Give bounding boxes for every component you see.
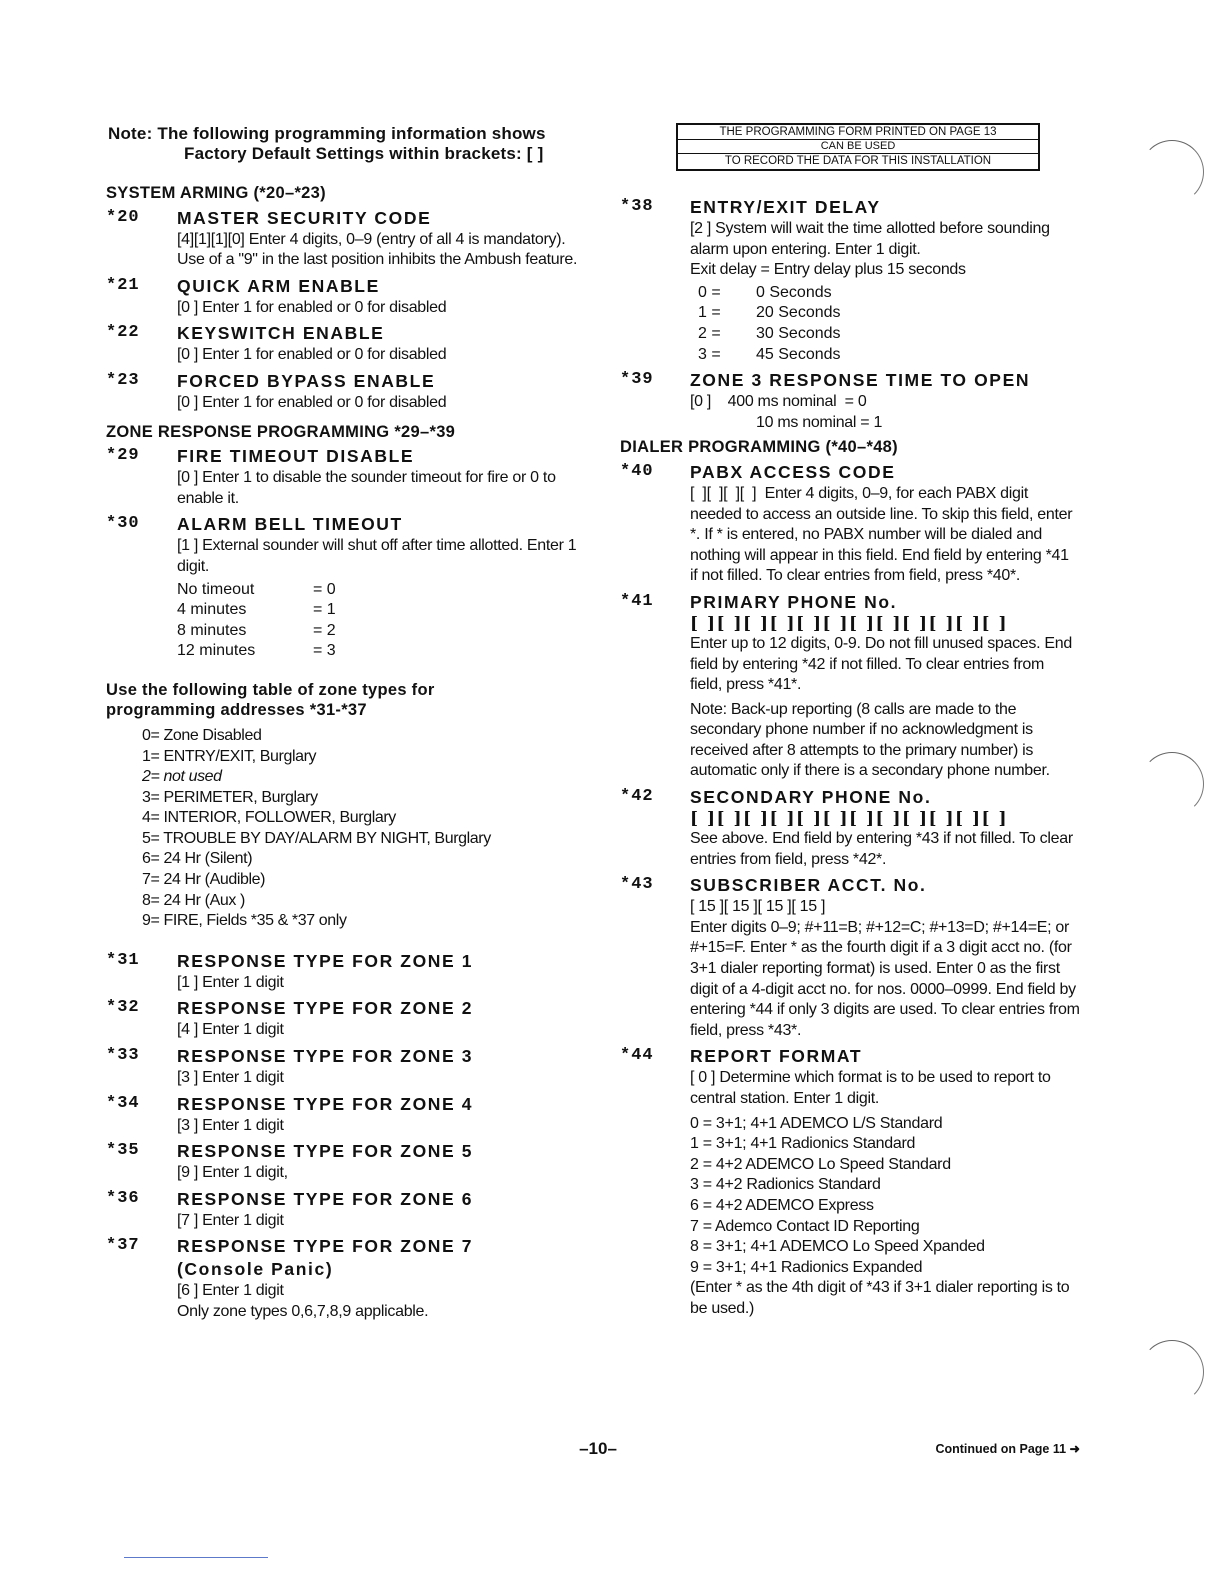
field-description: Enter digits 0–9; #+11=B; #+12=C; #+13=D; #+14=E; or #+15=F. Enter * as the fourth digit if a 3 digit acct no. (for 3+1 dialer reporting format) is used. Enter 0 as the first digit of a 4-digit acct no. for nos. 0000–0999. End field by entering *44 if only 3 digits are used. To clear entries from field, press *43*.	[690, 918, 1080, 1039]
field-title: PABX ACCESS CODE	[690, 461, 896, 482]
section-zone-response: ZONE RESPONSE PROGRAMMING *29–*39	[106, 422, 456, 441]
zone-type-6: 6= 24 Hr (Silent)	[142, 850, 253, 868]
note-line-1: Note: The following programming information shows	[108, 124, 546, 143]
option-value: 20 Seconds	[756, 304, 841, 322]
programming-form-box	[676, 123, 1040, 171]
option-value: = 3	[313, 642, 336, 660]
option-label: 1 =	[698, 304, 721, 322]
field-title: RESPONSE TYPE FOR ZONE 4	[177, 1093, 474, 1114]
option-row	[698, 303, 1080, 324]
option-row	[698, 324, 1080, 345]
field-number: *40	[620, 461, 654, 481]
option-value: = 0	[313, 580, 336, 598]
field-title-main: RESPONSE TYPE FOR ZONE 7	[177, 1236, 474, 1257]
field-title: SUBSCRIBER ACCT. No.	[690, 875, 927, 896]
report-format-option: 0 = 3+1; 4+1 ADEMCO L/S Standard	[690, 1114, 943, 1132]
option-label: 4 minutes	[177, 601, 247, 619]
entry-20	[106, 207, 586, 271]
section-dialer-programming: DIALER PROGRAMMING (*40–*48)	[620, 438, 898, 457]
continued-link[interactable]: Continued on Page 11 ➜	[935, 1442, 1080, 1456]
field-description: [1 ] External sounder will shut off after time allotted. Enter 1 digit.	[177, 537, 577, 575]
zone-type-1: 1= ENTRY/EXIT, Burglary	[142, 747, 317, 765]
field-title: RESPONSE TYPE FOR ZONE 1	[177, 950, 474, 971]
field-description: [1 ] Enter 1 digit	[177, 973, 284, 991]
note-line-2: Factory Default Settings within brackets: [ ]	[184, 144, 544, 163]
entry-30	[106, 513, 586, 662]
field-number: *30	[106, 514, 140, 534]
entry-42	[620, 786, 1080, 870]
report-format-option: 7 = Ademco Contact ID Reporting	[690, 1217, 920, 1235]
option-row	[698, 345, 1080, 366]
option-row	[177, 621, 586, 642]
zone-types-heading: Use the following table of zone types for programming addresses *31-*37	[106, 680, 435, 719]
entry-41	[620, 591, 1080, 782]
zone-type-8: 8= 24 Hr (Aux )	[142, 891, 245, 909]
field-number: *42	[620, 787, 654, 807]
field-title: KEYSWITCH ENABLE	[177, 323, 385, 344]
field-title: ENTRY/EXIT DELAY	[690, 197, 881, 217]
field-number: *37	[106, 1236, 140, 1256]
entry-34	[106, 1093, 586, 1137]
zone-type-0: 0= Zone Disabled	[142, 726, 262, 744]
report-format-note: (Enter * as the 4th digit of *43 if 3+1 dialer reporting is to be used.)	[690, 1279, 1070, 1317]
field-number: *44	[620, 1046, 654, 1066]
delay-options	[690, 283, 1080, 365]
report-format-option: 2 = 4+2 ADEMCO Lo Speed Standard	[690, 1155, 951, 1173]
field-number: *20	[106, 207, 140, 227]
option-row	[177, 641, 586, 662]
response-time-option-2: 10 ms nominal = 1	[756, 413, 883, 431]
field-number: *36	[106, 1188, 140, 1208]
option-label: 3 =	[698, 345, 721, 363]
phone-digit-boxes: [ ][ ][ ][ ][ ][ ][ ][ ][ ][ ][ ][ ]	[690, 613, 1009, 634]
option-row	[177, 600, 586, 621]
field-description: [ 0 ] Determine which format is to be used to report to central station. Enter 1 digit.	[690, 1069, 1051, 1107]
report-format-list	[690, 1114, 1080, 1320]
field-number: *43	[620, 875, 654, 895]
field-number: *34	[106, 1093, 140, 1113]
field-description: See above. End field by entering *43 if not filled. To clear entries from field, press *42*.	[690, 830, 1073, 868]
field-description: [2 ] System will wait the time allotted before sounding alarm upon entering. Enter 1 digit.	[690, 220, 1050, 258]
entry-43	[620, 874, 1080, 1041]
field-title: ZONE 3 RESPONSE TIME TO OPEN	[690, 370, 1031, 391]
option-value: 30 Seconds	[756, 324, 841, 342]
field-number: *32	[106, 998, 140, 1018]
field-description: Enter up to 12 digits, 0-9. Do not fill unused spaces. End field by entering *42 if not filled. To clear entries from field, press *41*.	[690, 634, 1072, 694]
binder-hole-mark	[1140, 140, 1204, 204]
binder-hole-mark	[1140, 1340, 1204, 1404]
field-title: ALARM BELL TIMEOUT	[177, 514, 403, 535]
field-description: [7 ] Enter 1 digit	[177, 1211, 284, 1229]
field-description: [3 ] Enter 1 digit	[177, 1069, 284, 1087]
account-digit-boxes: [ 15 ][ 15 ][ 15 ][ 15 ]	[690, 898, 826, 916]
field-description: [4 ] Enter 1 digit	[177, 1021, 284, 1039]
zone-type-7: 7= 24 Hr (Audible)	[142, 871, 266, 889]
binder-hole-mark	[1140, 752, 1204, 816]
field-title: QUICK ARM ENABLE	[177, 275, 380, 296]
form-box-line-3: TO RECORD THE DATA FOR THIS INSTALLATION	[724, 155, 992, 167]
entry-39	[620, 369, 1080, 433]
field-title: PRIMARY PHONE No.	[690, 591, 898, 612]
option-value: 0 Seconds	[756, 283, 832, 301]
entry-31	[106, 950, 586, 994]
option-row	[177, 580, 586, 601]
entry-32	[106, 997, 586, 1041]
field-description: [0 ] Enter 1 for enabled or 0 for disabled	[177, 298, 447, 316]
entry-36	[106, 1188, 586, 1232]
field-title: FIRE TIMEOUT DISABLE	[177, 446, 415, 467]
zone-type-9: 9= FIRE, Fields *35 & *37 only	[142, 912, 347, 930]
option-label: 8 minutes	[177, 621, 247, 639]
option-label: 0 =	[698, 283, 721, 301]
entry-29	[106, 445, 586, 509]
field-number: *39	[620, 370, 654, 390]
option-value: 45 Seconds	[756, 345, 841, 363]
field-title: RESPONSE TYPE FOR ZONE 3	[177, 1046, 474, 1067]
programming-note	[108, 124, 653, 164]
zone-type-5: 5= TROUBLE BY DAY/ALARM BY NIGHT, Burglary	[142, 829, 491, 847]
entry-35	[106, 1140, 586, 1184]
left-column	[106, 183, 586, 1327]
field-title: SECONDARY PHONE No.	[690, 787, 932, 808]
option-label: 2 =	[698, 324, 721, 342]
field-description: [0 ] Enter 1 for enabled or 0 for disabled	[177, 346, 447, 364]
field-subtitle: (Console Panic)	[177, 1259, 334, 1280]
field-title: MASTER SECURITY CODE	[177, 207, 432, 228]
field-number: *21	[106, 275, 140, 295]
field-title: RESPONSE TYPE FOR ZONE 2	[177, 998, 474, 1019]
entry-21	[106, 275, 586, 319]
field-title: RESPONSE TYPE FOR ZONE 5	[177, 1141, 474, 1162]
field-title: FORCED BYPASS ENABLE	[177, 370, 436, 391]
section-system-arming: SYSTEM ARMING (*20–*23)	[106, 184, 326, 202]
field-title: REPORT FORMAT	[690, 1046, 863, 1067]
entry-38	[620, 196, 1080, 365]
field-description: [3 ] Enter 1 digit	[177, 1116, 284, 1134]
report-format-option: 9 = 3+1; 4+1 Radionics Expanded	[690, 1258, 923, 1276]
page-number: –10–	[579, 1439, 617, 1458]
field-number: *22	[106, 323, 140, 343]
timeout-options	[177, 580, 586, 662]
response-time-option-1: [0 ] 400 ms nominal = 0	[690, 393, 867, 411]
option-label: No timeout	[177, 580, 255, 598]
field-number: *41	[620, 591, 654, 611]
field-number: *23	[106, 370, 140, 390]
report-format-option: 8 = 3+1; 4+1 ADEMCO Lo Speed Xpanded	[690, 1238, 985, 1256]
field-description: [4][1][1][0] Enter 4 digits, 0–9 (entry of all 4 is mandatory). Use of a "9" in the last position inhibits the Ambush feature.	[177, 230, 578, 269]
report-format-option: 6 = 4+2 ADEMCO Express	[690, 1196, 874, 1214]
zone-type-3: 3= PERIMETER, Burglary	[142, 788, 318, 806]
field-description: [ ][ ][ ][ ] Enter 4 digits, 0–9, for each PABX digit needed to access an outside line. To skip this field, enter *. If * is entered, no PABX number will be dialed and nothing will appear in this field. End field by entering *41 if not filled. To clear entries from field, press *40*.	[690, 484, 1077, 585]
entry-23	[106, 370, 586, 414]
entry-44	[620, 1045, 1080, 1319]
field-number: *31	[106, 950, 140, 970]
field-number: *33	[106, 1046, 140, 1066]
right-column	[620, 196, 1080, 1324]
entry-40	[620, 461, 1080, 587]
field-description: [0 ] Enter 1 to disable the sounder timeout for fire or 0 to enable it.	[177, 469, 556, 507]
entry-22	[106, 322, 586, 366]
field-description: [0 ] Enter 1 for enabled or 0 for disabled	[177, 393, 447, 411]
phone-digit-boxes: [ ][ ][ ][ ][ ][ ][ ][ ][ ][ ][ ][ ]	[690, 809, 1009, 830]
field-number: *29	[106, 446, 140, 466]
field-title: RESPONSE TYPE FOR ZONE 6	[177, 1188, 474, 1209]
field-number: *35	[106, 1141, 140, 1161]
entry-37	[106, 1235, 586, 1322]
zone-type-4: 4= INTERIOR, FOLLOWER, Burglary	[142, 809, 396, 827]
report-format-option: 1 = 3+1; 4+1 Radionics Standard	[690, 1135, 916, 1153]
option-row	[698, 283, 1080, 304]
zone-type-2: 2= not used	[142, 768, 222, 786]
report-format-option: 3 = 4+2 Radionics Standard	[690, 1176, 881, 1194]
zone-types-table	[106, 726, 586, 932]
option-value: = 2	[313, 621, 336, 639]
option-label: 12 minutes	[177, 642, 256, 660]
field-description: [9 ] Enter 1 digit,	[177, 1164, 288, 1182]
backup-reporting-note: Note: Back-up reporting (8 calls are made to the secondary phone number if no acknowledgment is received after 8 attempts to the primary number) is automatic only if there is a secondary phone number.	[690, 700, 1050, 780]
form-box-line-2: CAN BE USED	[678, 140, 1038, 154]
field-note: Only zone types 0,6,7,8,9 applicable.	[177, 1303, 429, 1320]
scan-edge-line	[124, 1557, 268, 1558]
field-description: [6 ] Enter 1 digit	[177, 1282, 284, 1300]
option-value: = 1	[313, 601, 336, 619]
field-number: *38	[620, 197, 654, 216]
field-title	[177, 1235, 586, 1281]
entry-33	[106, 1045, 586, 1089]
form-box-line-1: THE PROGRAMMING FORM PRINTED ON PAGE 13	[678, 125, 1038, 140]
exit-delay-note: Exit delay = Entry delay plus 15 seconds	[690, 261, 966, 279]
